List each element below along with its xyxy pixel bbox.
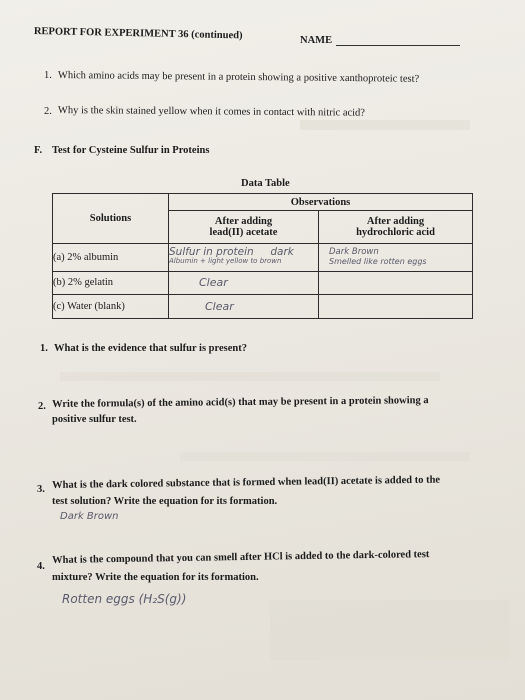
row-albumin-lead-cell[interactable] bbox=[169, 243, 319, 271]
observations-header: Observations bbox=[290, 196, 351, 208]
row-gelatin-label-cell bbox=[53, 271, 169, 295]
solutions-header: Solutions bbox=[89, 212, 132, 224]
name-field[interactable] bbox=[336, 45, 460, 46]
bottom-question-2-number: 2. bbox=[38, 401, 46, 412]
bleed-through-smudge bbox=[180, 452, 470, 461]
albumin-hcl-observation-line1: Dark Brown bbox=[329, 247, 379, 258]
bottom-question-1-text: What is the evidence that sulfur is present? bbox=[54, 343, 247, 354]
albumin-lead-observation-line2: Albumin + light yellow to brown bbox=[169, 257, 282, 266]
lead-acetate-header-line1: After adding bbox=[214, 215, 273, 227]
question-2-text: Why is the skin stained yellow when it comes in contact with nitric acid? bbox=[57, 105, 366, 119]
solutions-header-cell bbox=[53, 194, 169, 244]
hcl-header-cell bbox=[319, 211, 473, 243]
name-label: NAME bbox=[300, 35, 333, 46]
bottom-question-4-line1: What is the compound that you can smell after HCl is added to the dark-colored test bbox=[52, 549, 430, 566]
lead-acetate-header-line2: lead(II) acetate bbox=[209, 226, 278, 238]
row-albumin-label-cell bbox=[53, 243, 169, 271]
data-table-title: Data Table bbox=[241, 178, 290, 189]
row-gelatin-label: (b) 2% gelatin bbox=[53, 277, 114, 289]
bottom-question-2-line2: positive sulfur test. bbox=[52, 414, 137, 425]
bottom-question-4-answer[interactable]: Rotten eggs (H₂S(g)) bbox=[62, 592, 187, 606]
bleed-through-smudge bbox=[270, 600, 510, 660]
albumin-hcl-observation-line2: Smelled like rotten eggs bbox=[329, 257, 427, 267]
section-f-title: Test for Cysteine Sulfur in Proteins bbox=[52, 145, 210, 156]
report-title: REPORT FOR EXPERIMENT 36 (continued) bbox=[33, 26, 243, 42]
bottom-question-3-answer[interactable]: Dark Brown bbox=[60, 511, 119, 522]
bottom-question-2-line1: Write the formula(s) of the amino acid(s) that may be present in a protein showing a bbox=[52, 395, 429, 410]
question-1-text: Which amino acids may be present in a protein showing a positive xanthoproteic test? bbox=[57, 70, 420, 85]
question-1-number: 1. bbox=[44, 70, 52, 81]
gelatin-lead-observation: Clear bbox=[199, 276, 228, 290]
row-water-label: (c) Water (blank) bbox=[53, 301, 125, 313]
water-lead-observation: Clear bbox=[205, 300, 234, 314]
row-gelatin-lead-cell[interactable] bbox=[169, 271, 319, 295]
row-water-hcl-cell[interactable] bbox=[319, 295, 473, 319]
bottom-question-4-number: 4. bbox=[37, 561, 45, 572]
bleed-through-smudge bbox=[300, 120, 470, 130]
bottom-question-3-line2: test solution? Write the equation for its formation. bbox=[52, 496, 278, 507]
bottom-question-4-line2: mixture? Write the equation for its formation. bbox=[52, 572, 259, 583]
section-f-letter: F. bbox=[34, 145, 43, 156]
hcl-header-line2: hydrochloric acid bbox=[356, 226, 435, 238]
row-gelatin-hcl-cell[interactable] bbox=[319, 271, 473, 295]
bottom-question-3-number: 3. bbox=[37, 484, 45, 495]
lead-acetate-header-cell bbox=[169, 211, 319, 243]
row-albumin-hcl-cell[interactable] bbox=[319, 243, 473, 271]
bottom-question-3-line1: What is the dark colored substance that is formed when lead(II) acetate is added to the bbox=[52, 474, 441, 491]
data-table bbox=[52, 193, 473, 319]
bleed-through-smudge bbox=[60, 372, 440, 381]
row-albumin-label: (a) 2% albumin bbox=[53, 251, 119, 263]
bottom-question-1-number: 1. bbox=[40, 343, 48, 354]
hcl-header-line1: After adding bbox=[366, 215, 425, 227]
row-water-label-cell bbox=[53, 295, 169, 319]
albumin-lead-observation-line1: Sulfur in protein dark bbox=[169, 246, 294, 259]
question-2-number: 2. bbox=[44, 106, 52, 117]
row-water-lead-cell[interactable] bbox=[169, 295, 319, 319]
observations-header-cell bbox=[169, 194, 473, 211]
